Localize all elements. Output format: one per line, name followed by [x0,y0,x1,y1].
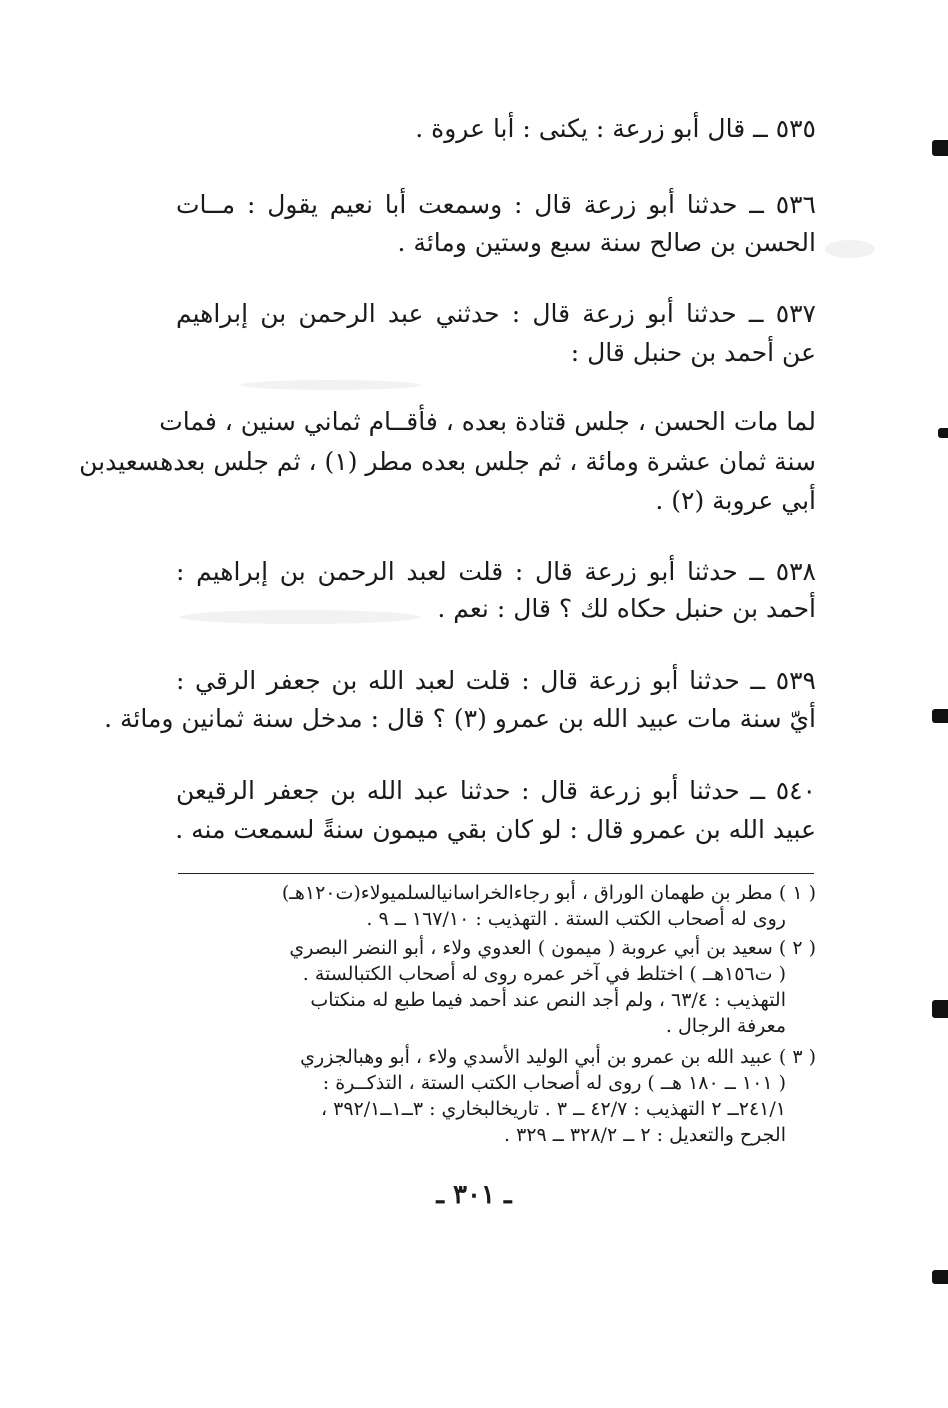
entry-538-line-1: ٥٣٨ ــ حدثنا أبو زرعة قال : قلت لعبد الرحمن بن إبراهيم : [176,557,816,586]
footnote-2-line-2: ( ت١٥٦هــ ) اختلط في آخر عمره روى له أصحاب الكتبالستة . [302,963,786,985]
entry-537-para-line-1: لما مات الحسن ، جلس قتادة بعده ، فأقــام ثماني سنين ، فمات [159,407,816,436]
footnote-1-line-2: روى له أصحاب الكتب الستة . التهذيب : ١٦٧/١٠ ــ ٩ . [366,908,786,930]
footnote-3-line-3: ٢٤١/١ــ ٢ التهذيب : ٤٢/٧ ــ ٣ . تاريخالبخاري : ٣ــ١ــ٣٩٢/١ ، [320,1098,786,1120]
footnote-2-line-1: ( ٢ ) سعيد بن أبي عروبة ( ميمون ) العدوي ولاء ، أبو النضر البصري [289,937,816,959]
entry-535-line-1: ٥٣٥ ــ قال أبو زرعة : يكنى : أبا عروة . [415,114,816,143]
scan-smudge [180,610,420,624]
entry-536-line-2: الحسن بن صالح سنة سبع وستين ومائة . [397,228,816,257]
entry-537-line-1: ٥٣٧ ــ حدثنا أبو زرعة قال : حدثني عبد الرحمن بن إبراهيم [176,299,816,328]
entry-536-line-1: ٥٣٦ ــ حدثنا أبو زرعة قال : وسمعت أبا نعيم يقول : مــات [176,190,816,219]
footnote-3-line-4: الجرح والتعديل : ٢ ــ ٣٢٨/٢ ــ ٣٢٩ . [503,1124,786,1146]
scan-smudge [825,240,875,258]
scan-edge-mark [932,709,948,723]
entry-540-line-1: ٥٤٠ ــ حدثنا أبو زرعة قال : حدثنا عبد الله بن جعفر الرقيعن [176,776,816,805]
scan-edge-mark [932,140,948,156]
footnote-1-line-1: ( ١ ) مطر بن طهمان الوراق ، أبو رجاءالخراسانيالسلميولاء(ت١٢٠هـ) [281,882,816,904]
entry-538-line-2: أحمد بن حنبل حكاه لك ؟ قال : نعم . [437,594,816,623]
footnote-separator [178,873,814,874]
scan-smudge [240,380,420,390]
footnote-2-line-4: معرفة الرجال . [665,1015,786,1037]
page-number: ـ ٣٠١ ـ [436,1180,512,1210]
footnote-3-line-1: ( ٣ ) عبيد الله بن عمرو بن أبي الوليد الأسدي ولاء ، أبو وهبالجزري [300,1046,816,1068]
footnote-3-line-2: ( ١٠١ ــ ١٨٠ هــ ) روى له أصحاب الكتب الستة ، التذكــرة : [322,1072,786,1094]
entry-539-line-2: أيّ سنة مات عبيد الله بن عمرو (٣) ؟ قال : مدخل سنة ثمانين ومائة . [104,704,816,733]
entry-539-line-1: ٥٣٩ ــ حدثنا أبو زرعة قال : قلت لعبد الله بن جعفر الرقي : [176,666,816,695]
entry-540-line-2: عبيد الله بن عمرو قال : لو كان بقي ميمون سنةً لسمعت منه . [175,815,816,844]
scan-edge-mark [932,1000,948,1018]
entry-537-para-line-2: سنة ثمان عشرة ومائة ، ثم جلس بعده مطر (١) ، ثم جلس بعدهسعيدبن [79,447,816,476]
scan-edge-mark [938,428,948,438]
scan-edge-mark [932,1270,948,1284]
entry-537-para-line-3: أبي عروبة (٢) . [655,486,816,515]
entry-537-line-2: عن أحمد بن حنبل قال : [570,338,816,367]
footnote-2-line-3: التهذيب : ٦٣/٤ ، ولم أجد النص عند أحمد فيما طبع له منكتاب [310,989,786,1011]
